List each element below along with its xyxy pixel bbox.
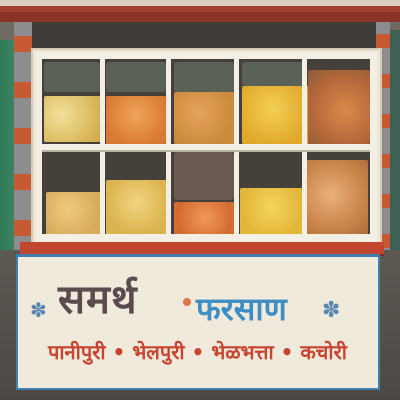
snack-bin-orange-bhujia — [174, 202, 236, 236]
case-divider — [302, 59, 307, 235]
shelf-shadow — [106, 62, 166, 92]
title-separator-dot — [183, 298, 191, 306]
snack-bin-yellow-namkeen — [46, 192, 102, 236]
snack-bin-yellow-chiwda — [242, 86, 310, 144]
shelf-shadow — [44, 62, 100, 92]
snack-bin-namkeen-mix — [44, 96, 102, 142]
menu-tagline: पानीपुरी • भेलपुरी • भेळभत्ता • कचोरी — [48, 340, 347, 364]
cart-post-left — [14, 22, 32, 250]
snack-bin-kachori-bottom — [306, 160, 368, 238]
case-frame-top — [36, 52, 377, 59]
cart-top-rail — [0, 0, 400, 22]
snack-bin-kachori-top — [308, 70, 370, 144]
snack-bin-orange-sev — [106, 96, 166, 144]
shelf-shadow — [174, 62, 234, 92]
case-divider — [166, 59, 171, 235]
snack-bin-mixed-farsan — [174, 92, 236, 144]
snack-bin-yellow-sev — [240, 188, 304, 236]
cart-roof-shadow — [20, 22, 382, 50]
shop-name-farsan: फरसाण — [196, 290, 287, 328]
case-frame-bottom — [36, 234, 377, 242]
shelf-edge-shadow — [42, 150, 370, 152]
case-divider — [100, 59, 105, 235]
shelf-shadow — [242, 62, 304, 86]
shop-name-samarth: समर्थ — [58, 277, 138, 323]
flower-ornament-icon: ✽ — [322, 298, 341, 323]
snack-bin-sev-mix — [106, 180, 168, 236]
case-divider — [234, 59, 239, 235]
flower-ornament-icon: ✽ — [30, 298, 47, 322]
vendor-reflection — [174, 152, 234, 200]
